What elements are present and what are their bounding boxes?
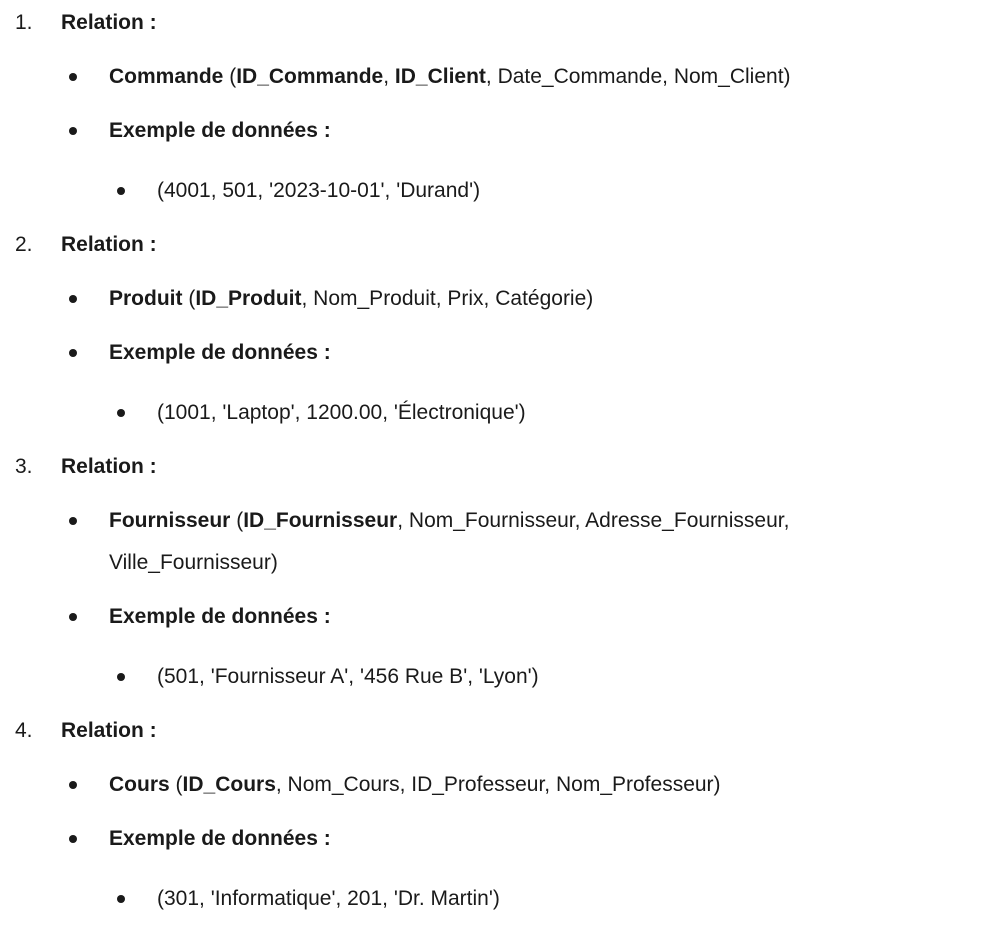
entity-name: Commande <box>109 65 224 88</box>
primary-key: ID_Client <box>394 65 486 88</box>
list-number: 4. <box>15 719 33 742</box>
section-heading: Relation : <box>61 719 157 742</box>
relation-schema <box>109 278 969 320</box>
entity-name: Produit <box>109 287 183 310</box>
example-label: Exemple de données : <box>109 110 969 152</box>
primary-key: ID_Fournisseur <box>243 509 398 532</box>
section-heading: Relation : <box>61 11 157 34</box>
section-heading: Relation : <box>61 233 157 256</box>
example-tuple: (501, 'Fournisseur A', '456 Rue B', 'Lyon') <box>157 656 957 698</box>
entity-name: Fournisseur <box>109 509 231 532</box>
key-separator: , <box>383 65 395 88</box>
section-heading: Relation : <box>61 455 157 478</box>
schema-open-paren: ( <box>169 773 183 796</box>
relation-schema <box>109 56 969 98</box>
example-label: Exemple de données : <box>109 818 969 860</box>
primary-key: ID_Produit <box>195 287 302 310</box>
schema-attributes: , Nom_Fournisseur, Adresse_Fournisseur, Ville_Fournisseur) <box>109 509 790 574</box>
primary-key: ID_Commande <box>236 65 384 88</box>
entity-name: Cours <box>109 773 170 796</box>
list-number: 3. <box>15 455 33 478</box>
example-tuple: (1001, 'Laptop', 1200.00, 'Électronique') <box>157 392 957 434</box>
schema-open-paren: ( <box>182 287 196 310</box>
schema-attributes: , Nom_Produit, Prix, Catégorie) <box>301 287 594 310</box>
schema-open-paren: ( <box>230 509 244 532</box>
list-number: 2. <box>15 233 33 256</box>
relation-schema <box>109 500 929 584</box>
schema-open-paren: ( <box>223 65 237 88</box>
primary-key: ID_Cours <box>182 773 276 796</box>
example-label: Exemple de données : <box>109 596 969 638</box>
relation-schema <box>109 764 969 806</box>
example-label: Exemple de données : <box>109 332 969 374</box>
list-number: 1. <box>15 11 33 34</box>
example-tuple: (4001, 501, '2023-10-01', 'Durand') <box>157 170 957 212</box>
schema-attributes: , Nom_Cours, ID_Professeur, Nom_Professeur) <box>275 773 721 796</box>
schema-attributes: , Date_Commande, Nom_Client) <box>485 65 791 88</box>
example-tuple: (301, 'Informatique', 201, 'Dr. Martin') <box>157 878 957 920</box>
